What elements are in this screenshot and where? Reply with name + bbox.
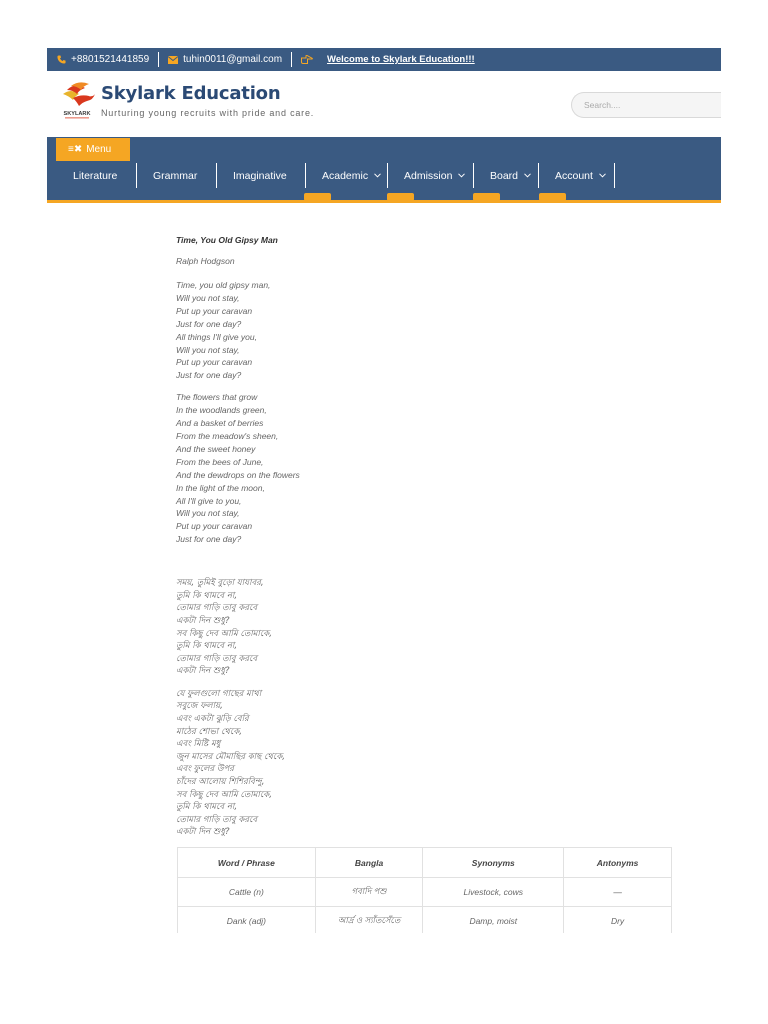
table-cell: Damp, moist [423, 907, 564, 936]
phone-icon [57, 55, 66, 64]
poem-line: From the meadow's sheen, [176, 430, 279, 441]
bangla-line: তোমার গাড়ি তাবু করবে [176, 603, 258, 614]
bangla-line: এবং মিষ্টি মধু [176, 739, 221, 750]
bangla-line: এবং ফুলের উপর [176, 764, 234, 775]
article-content [176, 229, 676, 839]
column-header-bangla: Bangla [315, 848, 423, 878]
nav-item-board[interactable] [474, 163, 539, 188]
bangla-line: সময়, তুমিই বুড়ো যাযাবর, [176, 578, 264, 589]
poem-line: In the light of the moon, [176, 482, 265, 493]
menu-label: Menu [86, 144, 112, 155]
menu-toggle-button[interactable] [56, 138, 130, 161]
table-cell: Dank (adj) [178, 907, 316, 936]
envelope-icon [168, 56, 178, 64]
poem-line: The flowers that grow [176, 392, 258, 403]
poem-line: Time, you old gipsy man, [176, 280, 271, 290]
skylark-bird-logo-icon [57, 80, 97, 122]
nav-item-label: Board [490, 169, 519, 182]
poem-line: All I'll give to you, [176, 495, 242, 506]
main-navigation [47, 137, 721, 203]
page-fold [170, 933, 690, 1024]
nav-item-label: Imaginative [233, 169, 287, 182]
bangla-line: সব কিছু দেব আমি তোমাকে, [176, 628, 272, 639]
bangla-line: যে ফুলগুলো গাছের মাথা [176, 688, 262, 699]
bangla-line: সব কিছু দেব আমি তোমাকে, [176, 789, 272, 800]
nav-item-label: Academic [322, 169, 369, 182]
bangla-line: তোমার গাড়ি তাবু করবে [176, 814, 258, 825]
bangla-line: সবুজে ফলায়, [176, 701, 223, 712]
table-cell: Livestock, cows [423, 878, 564, 907]
table-cell: Dry [564, 907, 672, 936]
column-header-antonyms: Antonyms [564, 848, 672, 878]
poem-line: And a basket of berries [176, 418, 264, 429]
poem-line: In the woodlands green, [176, 405, 267, 416]
phone-number: +8801521441859 [71, 54, 150, 65]
site-tagline: Nurturing young recruits with pride and care. [101, 108, 315, 118]
poem-line: Will you not stay, [176, 344, 240, 355]
vocabulary-table [177, 847, 672, 936]
table-cell: আর্দ্র ও স্যাঁতসেঁতে [315, 907, 423, 936]
poem-line: All things I'll give you, [176, 331, 257, 342]
poem-stanza [176, 391, 676, 546]
table-cell: Cattle (n) [178, 878, 316, 907]
welcome-item [292, 52, 484, 67]
search-input[interactable]: Search.... [571, 92, 721, 118]
poem-line: Will you not stay, [176, 508, 240, 519]
bangla-line: চাঁদের আলোয় শিশিরবিন্দু, [176, 777, 265, 788]
nav-item-label: Admission [404, 169, 453, 182]
nav-items [57, 163, 615, 188]
email-address: tuhin0011@gmail.com [183, 54, 283, 65]
dropdown-indicator [473, 193, 500, 201]
bangla-stanza [176, 577, 676, 678]
poem-line: Put up your caravan [176, 521, 253, 532]
poem-line: And the sweet honey [176, 443, 256, 454]
chevron-down-icon [374, 173, 381, 178]
nav-item-label: Account [555, 169, 593, 182]
poem-title: Time, You Old Gipsy Man [176, 235, 278, 245]
bangla-line: তুমি কি থামবে না, [176, 802, 238, 813]
nav-item-academic[interactable] [306, 163, 388, 188]
dropdown-indicator [387, 193, 414, 201]
poem-line: Just for one day? [176, 370, 242, 381]
table-cell: — [564, 878, 672, 907]
chevron-down-icon [599, 173, 606, 178]
bangla-line: তোমার গাড়ি তাবু করবে [176, 653, 258, 664]
bangla-line: জুন মাসের মৌমাছির কাছ থেকে, [176, 751, 285, 762]
hamburger-close-icon: ≡✖ [68, 144, 83, 155]
bangla-line: একটা দিন শুধু? [176, 666, 230, 677]
poem-author: Ralph Hodgson [176, 256, 235, 266]
nav-item-literature[interactable] [57, 163, 137, 188]
table-cell: গবাদি পশু [315, 878, 423, 907]
nav-item-imaginative[interactable] [217, 163, 306, 188]
nav-item-account[interactable] [539, 163, 615, 188]
phone-contact[interactable] [47, 52, 159, 67]
site-header [47, 71, 721, 137]
table-row [178, 878, 672, 907]
welcome-link[interactable]: Welcome to Skylark Education!!! [327, 54, 475, 65]
bangla-line: এবং একটা ঝুড়ি বেরি [176, 714, 249, 725]
bangla-line: তুমি কি থামবে না, [176, 590, 238, 601]
poem-line: And the dewdrops on the flowers [176, 469, 300, 480]
bangla-line: একটা দিন শুধু? [176, 827, 230, 838]
poem-line: Put up your caravan [176, 357, 253, 368]
chevron-down-icon [458, 173, 465, 178]
nav-item-grammar[interactable] [137, 163, 217, 188]
chevron-down-icon [524, 173, 531, 178]
svg-text:SKYLARK: SKYLARK [63, 111, 91, 117]
poem-line: Just for one day? [176, 534, 242, 545]
poem-line: Will you not stay, [176, 292, 240, 303]
bangla-line: তুমি কি থামবে না, [176, 641, 238, 652]
poem-line: Put up your caravan [176, 305, 253, 316]
nav-item-label: Literature [73, 169, 118, 182]
dropdown-indicator [539, 193, 566, 201]
bangla-stanza [176, 688, 676, 839]
nav-item-label: Grammar [153, 169, 198, 182]
table-header-row [178, 848, 672, 878]
site-title[interactable]: Skylark Education [101, 83, 281, 104]
poem-stanza [176, 279, 676, 382]
bangla-line: একটা দিন শুধু? [176, 615, 230, 626]
poem-line: From the bees of June, [176, 456, 264, 467]
top-contact-bar [47, 48, 721, 71]
table-row [178, 907, 672, 936]
email-contact[interactable] [159, 52, 292, 67]
bangla-line: মাঠের শোভা থেকে, [176, 726, 242, 737]
dropdown-indicator [304, 193, 331, 201]
hand-pointer-icon [301, 55, 313, 64]
nav-item-admission[interactable] [388, 163, 474, 188]
site-logo[interactable] [57, 80, 97, 122]
poem-line: Just for one day? [176, 318, 242, 329]
column-header-synonyms: Synonyms [423, 848, 564, 878]
column-header-word: Word / Phrase [178, 848, 316, 878]
